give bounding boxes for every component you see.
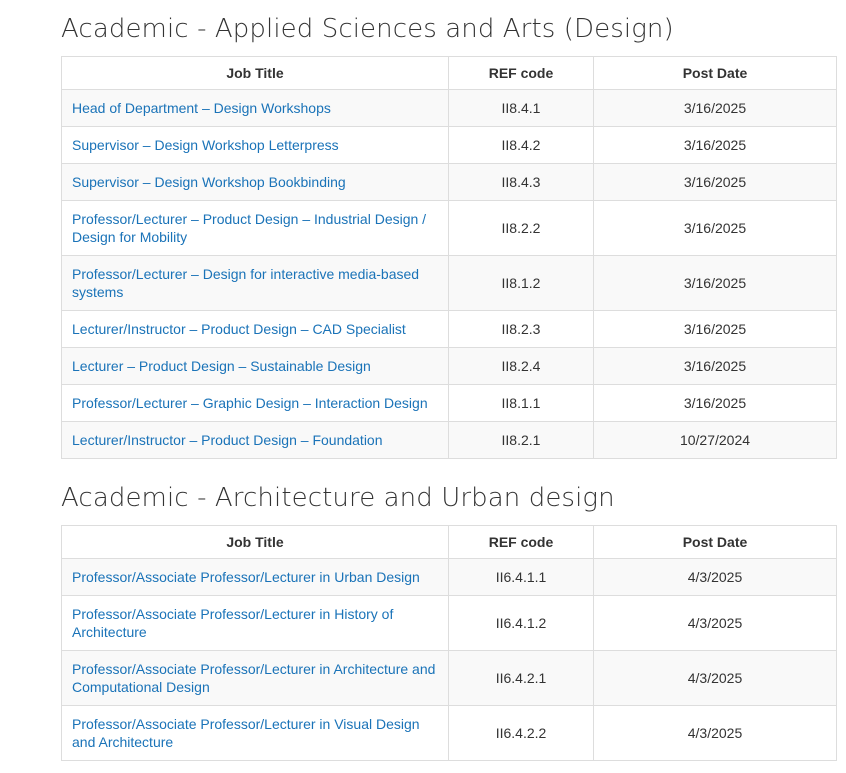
- ref-code-cell: II8.1.2: [449, 256, 594, 311]
- column-header-post-date: Post Date: [594, 526, 837, 559]
- job-title-link[interactable]: Professor/Lecturer – Product Design – Industrial Design / Design for Mobility: [72, 211, 427, 245]
- table-header-row: [62, 526, 837, 559]
- job-title-link[interactable]: Lecturer – Product Design – Sustainable Design: [72, 358, 371, 374]
- job-title-link[interactable]: Supervisor – Design Workshop Letterpress: [72, 137, 339, 153]
- column-header-job-title: Job Title: [62, 57, 449, 90]
- job-title-cell: [62, 348, 449, 385]
- post-date-cell: 3/16/2025: [594, 311, 837, 348]
- post-date-cell: 3/16/2025: [594, 256, 837, 311]
- table-header-row: [62, 57, 837, 90]
- ref-code-cell: II8.2.2: [449, 201, 594, 256]
- post-date-cell: 3/16/2025: [594, 90, 837, 127]
- job-title-cell: [62, 706, 449, 761]
- post-date-cell: 4/3/2025: [594, 651, 837, 706]
- table-row: [62, 164, 837, 201]
- post-date-cell: 3/16/2025: [594, 201, 837, 256]
- table-row: [62, 422, 837, 459]
- job-title-cell: [62, 201, 449, 256]
- ref-code-cell: II6.4.1.1: [449, 559, 594, 596]
- job-title-link[interactable]: Professor/Associate Professor/Lecturer in Architecture and Computational Design: [72, 661, 436, 695]
- table-row: [62, 256, 837, 311]
- table-row: [62, 201, 837, 256]
- ref-code-cell: II8.4.3: [449, 164, 594, 201]
- job-title-cell: [62, 596, 449, 651]
- post-date-cell: 4/3/2025: [594, 596, 837, 651]
- table-row: [62, 90, 837, 127]
- job-title-link[interactable]: Head of Department – Design Workshops: [72, 100, 331, 116]
- ref-code-cell: II8.2.1: [449, 422, 594, 459]
- ref-code-cell: II6.4.2.2: [449, 706, 594, 761]
- ref-code-cell: II8.1.1: [449, 385, 594, 422]
- section-heading-design: Academic - Applied Sciences and Arts (Design): [61, 14, 674, 44]
- ref-code-cell: II6.4.2.1: [449, 651, 594, 706]
- job-title-link[interactable]: Professor/Associate Professor/Lecturer in History of Architecture: [72, 606, 394, 640]
- job-title-link[interactable]: Supervisor – Design Workshop Bookbinding: [72, 174, 346, 190]
- job-title-link[interactable]: Professor/Associate Professor/Lecturer in Urban Design: [72, 569, 420, 585]
- table-row: [62, 596, 837, 651]
- job-title-link[interactable]: Lecturer/Instructor – Product Design – Foundation: [72, 432, 383, 448]
- job-title-cell: [62, 311, 449, 348]
- jobs-table-architecture: [61, 525, 837, 761]
- table-row: [62, 311, 837, 348]
- job-title-cell: [62, 559, 449, 596]
- job-title-link[interactable]: Professor/Lecturer – Graphic Design – Interaction Design: [72, 395, 428, 411]
- post-date-cell: 3/16/2025: [594, 164, 837, 201]
- job-title-link[interactable]: Professor/Lecturer – Design for interactive media-based systems: [72, 266, 420, 300]
- table-row: [62, 385, 837, 422]
- job-title-cell: [62, 256, 449, 311]
- column-header-job-title: Job Title: [62, 526, 449, 559]
- column-header-ref-code: REF code: [449, 526, 594, 559]
- ref-code-cell: II8.2.3: [449, 311, 594, 348]
- post-date-cell: 4/3/2025: [594, 706, 837, 761]
- post-date-cell: 3/16/2025: [594, 127, 837, 164]
- ref-code-cell: II8.4.1: [449, 90, 594, 127]
- table-row: [62, 706, 837, 761]
- job-title-cell: [62, 90, 449, 127]
- job-title-cell: [62, 422, 449, 459]
- job-title-link[interactable]: Lecturer/Instructor – Product Design – CAD Specialist: [72, 321, 406, 337]
- table-row: [62, 348, 837, 385]
- post-date-cell: 10/27/2024: [594, 422, 837, 459]
- post-date-cell: 3/16/2025: [594, 348, 837, 385]
- table-row: [62, 559, 837, 596]
- ref-code-cell: II6.4.1.2: [449, 596, 594, 651]
- column-header-post-date: Post Date: [594, 57, 837, 90]
- post-date-cell: 3/16/2025: [594, 385, 837, 422]
- section-heading-architecture: Academic - Architecture and Urban design: [61, 483, 615, 513]
- post-date-cell: 4/3/2025: [594, 559, 837, 596]
- jobs-table-design: [61, 56, 837, 459]
- table-row: [62, 651, 837, 706]
- job-title-cell: [62, 651, 449, 706]
- ref-code-cell: II8.2.4: [449, 348, 594, 385]
- table-row: [62, 127, 837, 164]
- job-title-cell: [62, 127, 449, 164]
- column-header-ref-code: REF code: [449, 57, 594, 90]
- ref-code-cell: II8.4.2: [449, 127, 594, 164]
- job-title-link[interactable]: Professor/Associate Professor/Lecturer in Visual Design and Architecture: [72, 716, 420, 750]
- job-title-cell: [62, 385, 449, 422]
- job-title-cell: [62, 164, 449, 201]
